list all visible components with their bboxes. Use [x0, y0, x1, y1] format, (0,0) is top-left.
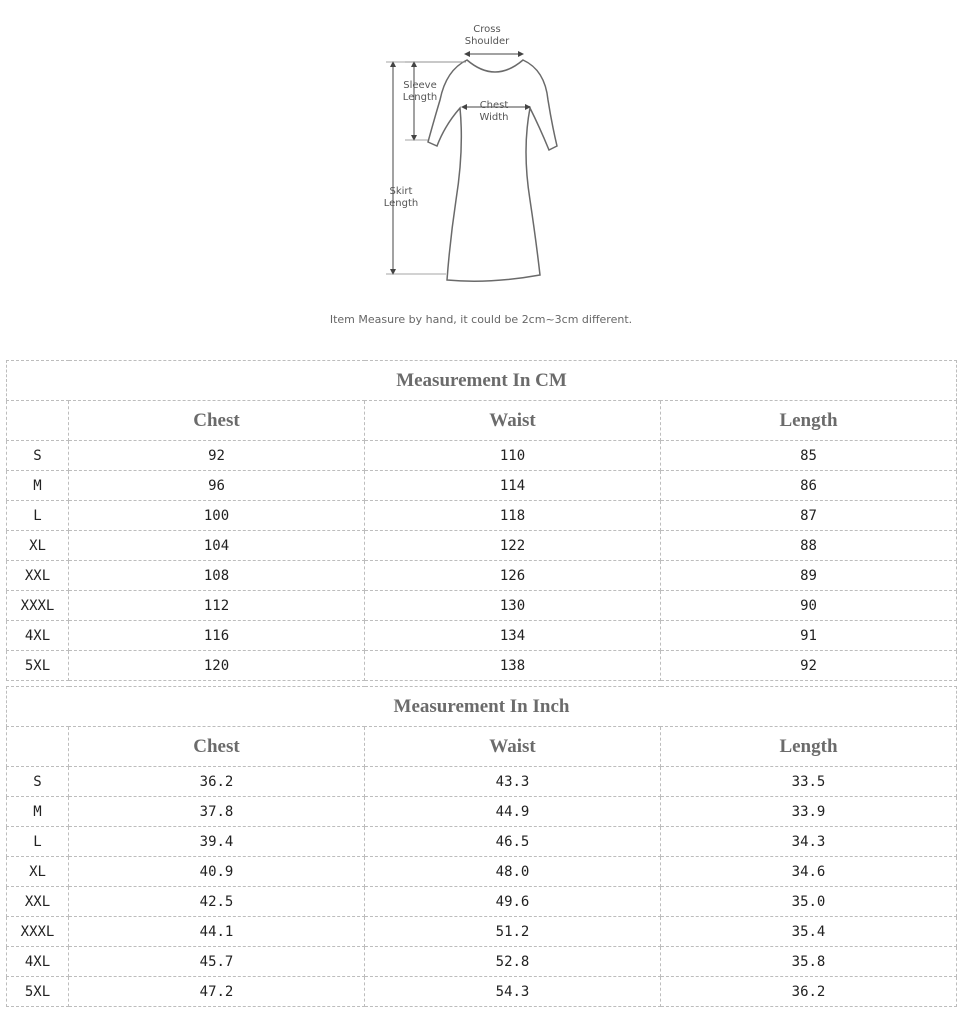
table-cell: 110	[365, 441, 661, 471]
table-cell: 89	[661, 561, 957, 591]
table-cell: 92	[661, 651, 957, 681]
size-label: 4XL	[7, 947, 69, 977]
table-cell: 118	[365, 501, 661, 531]
table-cell: 49.6	[365, 887, 661, 917]
dress-outline-illustration	[0, 0, 962, 340]
table-cell: 120	[69, 651, 365, 681]
table-title: Measurement In Inch	[7, 687, 957, 727]
column-header: Waist	[365, 727, 661, 767]
table-cell: 39.4	[69, 827, 365, 857]
skirt-length-label: Skirt Length	[383, 186, 419, 209]
table-cell: 86	[661, 471, 957, 501]
size-label: XL	[7, 531, 69, 561]
size-label: XXXL	[7, 591, 69, 621]
table-row	[7, 591, 957, 621]
table-cell: 104	[69, 531, 365, 561]
table-cell: 85	[661, 441, 957, 471]
table-cell: 122	[365, 531, 661, 561]
table-cell: 33.9	[661, 797, 957, 827]
table-cell: 138	[365, 651, 661, 681]
table-row	[7, 797, 957, 827]
table-title-row	[7, 687, 957, 727]
table-header-row	[7, 401, 957, 441]
table-row	[7, 977, 957, 1007]
table-cell: 35.0	[661, 887, 957, 917]
table-row	[7, 621, 957, 651]
column-header: Chest	[69, 401, 365, 441]
table-row	[7, 651, 957, 681]
table-row	[7, 531, 957, 561]
table-cell: 108	[69, 561, 365, 591]
size-table-inch	[6, 686, 957, 1007]
table-cell: 35.4	[661, 917, 957, 947]
table-cell: 48.0	[365, 857, 661, 887]
table-cell: 40.9	[69, 857, 365, 887]
size-table-cm	[6, 360, 957, 681]
size-label: M	[7, 797, 69, 827]
table-cell: 116	[69, 621, 365, 651]
table-cell: 90	[661, 591, 957, 621]
size-label: 5XL	[7, 977, 69, 1007]
table-row	[7, 857, 957, 887]
size-label: M	[7, 471, 69, 501]
size-label: L	[7, 827, 69, 857]
table-row	[7, 887, 957, 917]
column-header: Waist	[365, 401, 661, 441]
table-cell: 34.3	[661, 827, 957, 857]
table-cell: 134	[365, 621, 661, 651]
table-cell: 130	[365, 591, 661, 621]
size-label: XL	[7, 857, 69, 887]
table-row	[7, 827, 957, 857]
table-row	[7, 501, 957, 531]
table-cell: 33.5	[661, 767, 957, 797]
table-cell: 37.8	[69, 797, 365, 827]
size-label: S	[7, 441, 69, 471]
table-cell: 87	[661, 501, 957, 531]
size-label: S	[7, 767, 69, 797]
cross-shoulder-label: Cross Shoulder	[464, 24, 510, 47]
column-header	[7, 401, 69, 441]
table-cell: 91	[661, 621, 957, 651]
column-header: Length	[661, 401, 957, 441]
column-header	[7, 727, 69, 767]
table-cell: 45.7	[69, 947, 365, 977]
table-cell: 42.5	[69, 887, 365, 917]
table-row	[7, 471, 957, 501]
table-title-row	[7, 361, 957, 401]
table-cell: 52.8	[365, 947, 661, 977]
table-cell: 43.3	[365, 767, 661, 797]
table-row	[7, 561, 957, 591]
table-cell: 88	[661, 531, 957, 561]
table-title: Measurement In CM	[7, 361, 957, 401]
column-header: Length	[661, 727, 957, 767]
table-cell: 112	[69, 591, 365, 621]
chest-width-label: Chest Width	[479, 100, 509, 123]
sleeve-length-label: Sleeve Length	[402, 80, 438, 103]
table-cell: 36.2	[69, 767, 365, 797]
size-label: XXXL	[7, 917, 69, 947]
table-cell: 36.2	[661, 977, 957, 1007]
table-cell: 92	[69, 441, 365, 471]
table-cell: 44.1	[69, 917, 365, 947]
table-row	[7, 767, 957, 797]
table-header-row	[7, 727, 957, 767]
table-cell: 54.3	[365, 977, 661, 1007]
size-label: L	[7, 501, 69, 531]
dress-outline	[428, 60, 557, 281]
table-row	[7, 917, 957, 947]
table-row	[7, 441, 957, 471]
measure-note: Item Measure by hand, it could be 2cm~3cm different.	[329, 313, 633, 326]
table-cell: 126	[365, 561, 661, 591]
size-label: 4XL	[7, 621, 69, 651]
size-label: XXL	[7, 887, 69, 917]
table-cell: 47.2	[69, 977, 365, 1007]
table-cell: 96	[69, 471, 365, 501]
table-cell: 100	[69, 501, 365, 531]
table-cell: 51.2	[365, 917, 661, 947]
table-cell: 44.9	[365, 797, 661, 827]
table-cell: 34.6	[661, 857, 957, 887]
dress-measurement-diagram	[0, 0, 962, 340]
size-label: XXL	[7, 561, 69, 591]
table-cell: 46.5	[365, 827, 661, 857]
column-header: Chest	[69, 727, 365, 767]
size-label: 5XL	[7, 651, 69, 681]
table-cell: 35.8	[661, 947, 957, 977]
table-row	[7, 947, 957, 977]
table-cell: 114	[365, 471, 661, 501]
